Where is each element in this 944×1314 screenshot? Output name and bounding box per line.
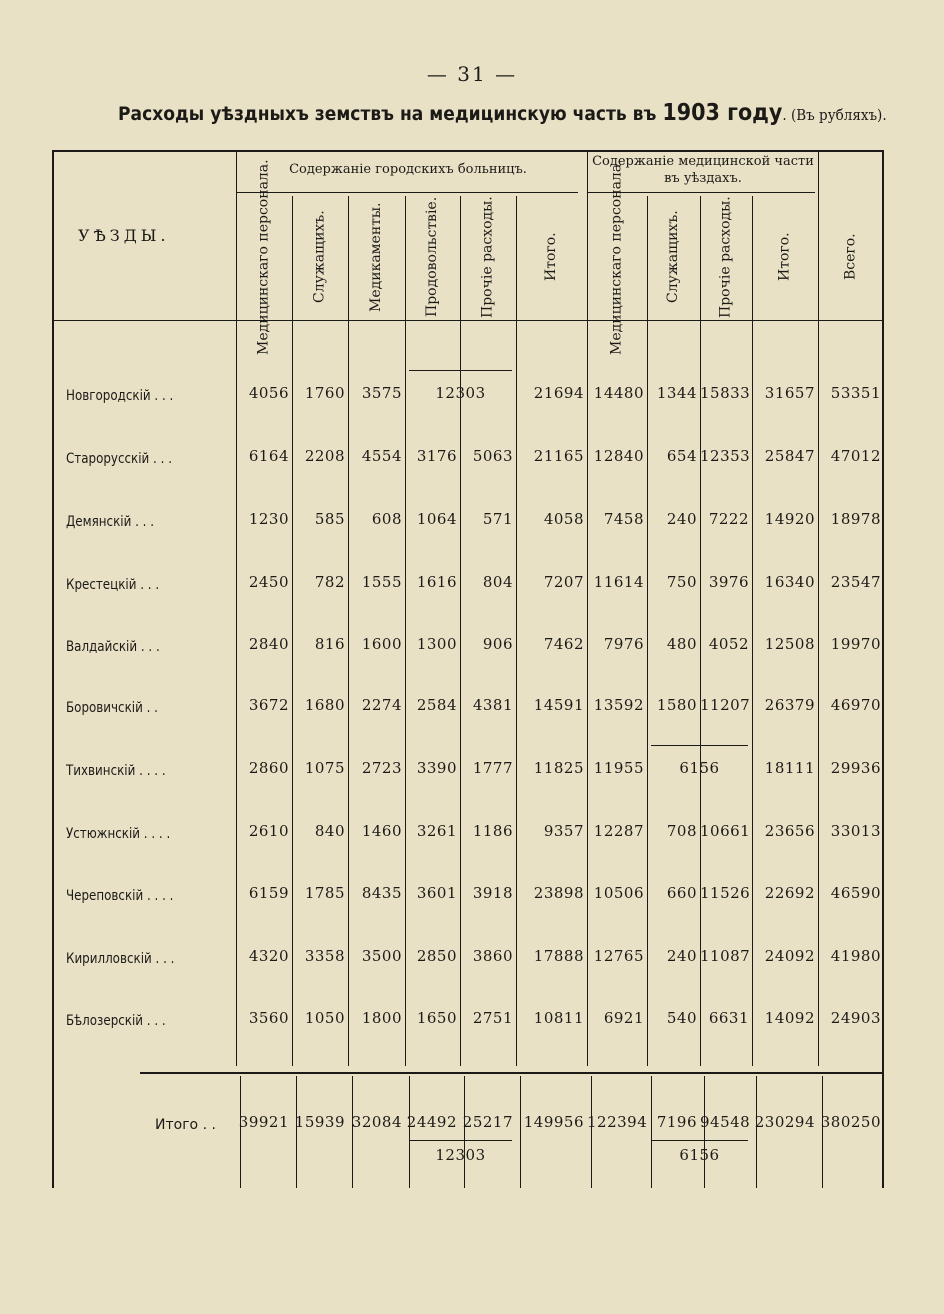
table-cell: 1800 <box>361 1009 402 1027</box>
total-cell: 230294 <box>754 1113 815 1131</box>
total-cell: 24492 <box>406 1113 457 1131</box>
table-cell: 26379 <box>764 696 815 714</box>
table-cell: 2610 <box>248 822 289 840</box>
table-cell: 10506 <box>593 884 644 902</box>
table-cell: 24092 <box>764 947 815 965</box>
column-rule <box>352 1076 353 1188</box>
column-rule <box>516 196 517 1066</box>
table-cell: 7222 <box>708 510 749 528</box>
table-cell: 46590 <box>830 884 881 902</box>
table-cell: 1300 <box>416 635 457 653</box>
table-cell: 47012 <box>830 447 881 465</box>
table-cell: 1616 <box>416 573 457 591</box>
table-cell: 14480 <box>593 384 644 402</box>
column-header: Медицинскаго персонала. <box>255 159 272 355</box>
column-header: Итого. <box>776 232 793 282</box>
row-label: Новгородскій . . . <box>66 388 174 404</box>
table-cell: 240 <box>666 947 697 965</box>
table-cell: 7207 <box>543 573 584 591</box>
table-cell: 1650 <box>416 1009 457 1027</box>
table-cell: 9357 <box>543 822 584 840</box>
table-cell: 7458 <box>603 510 644 528</box>
total-merged-county: 6156 <box>679 1146 720 1164</box>
table-cell: 608 <box>371 510 402 528</box>
table-cell: 14591 <box>533 696 584 714</box>
table-cell: 4320 <box>248 947 289 965</box>
table-cell: 23547 <box>830 573 881 591</box>
table-cell: 15833 <box>700 384 751 402</box>
table-cell: 22692 <box>764 884 815 902</box>
table-cell: 3672 <box>248 696 289 714</box>
column-header: Итого. <box>542 232 559 282</box>
table-cell: 906 <box>482 635 513 653</box>
table-cell: 6921 <box>603 1009 644 1027</box>
merge-brace <box>409 1140 512 1141</box>
table-cell: 240 <box>666 510 697 528</box>
column-header: Служащихъ. <box>664 210 681 304</box>
total-cell: 25217 <box>462 1113 513 1131</box>
table-cell: 804 <box>482 573 513 591</box>
table-cell: 654 <box>666 447 697 465</box>
table-cell: 1064 <box>416 510 457 528</box>
right-border <box>882 150 884 1188</box>
table-cell: 1075 <box>304 759 345 777</box>
row-label: Устюжнскій . . . . <box>66 826 171 842</box>
group-rule <box>236 192 578 193</box>
total-merged-city: 12303 <box>435 1146 486 1164</box>
table-cell: 21165 <box>533 447 584 465</box>
table-cell: 1230 <box>248 510 289 528</box>
table-cell: 571 <box>482 510 513 528</box>
row-label: Старорусскій . . . <box>66 451 172 467</box>
table-cell: 11955 <box>593 759 644 777</box>
title-year: 1903 году <box>662 100 783 126</box>
column-rule <box>348 196 349 1066</box>
column-rule <box>405 196 406 1066</box>
column-header: Всего. <box>842 233 859 281</box>
total-label: Итого . . <box>155 1117 216 1133</box>
table-cell: 2274 <box>361 696 402 714</box>
table-cell: 25847 <box>764 447 815 465</box>
total-cell: 149956 <box>523 1113 584 1131</box>
table-cell: 11526 <box>700 884 751 902</box>
row-label: Бѣлозерскій . . . <box>66 1013 166 1029</box>
column-header: Медицинскаго персонала. <box>608 159 625 355</box>
table-cell: 1760 <box>304 384 345 402</box>
table-cell: 4381 <box>472 696 513 714</box>
table-cell: 4052 <box>708 635 749 653</box>
table-cell: 11614 <box>593 573 644 591</box>
table-cell: 3500 <box>361 947 402 965</box>
column-rule <box>464 1076 465 1188</box>
table-cell: 2860 <box>248 759 289 777</box>
row-label: Крестецкій . . . <box>66 577 160 593</box>
table-cell: 12353 <box>700 447 751 465</box>
table-cell: 3261 <box>416 822 457 840</box>
table-cell: 1785 <box>304 884 345 902</box>
table-cell: 12840 <box>593 447 644 465</box>
table-cell: 19970 <box>830 635 881 653</box>
table-cell: 1555 <box>361 573 402 591</box>
table-cell: 46970 <box>830 696 881 714</box>
column-rule <box>520 1076 521 1188</box>
table-cell: 2584 <box>416 696 457 714</box>
total-cell: 122394 <box>587 1113 648 1131</box>
table-cell: 3575 <box>361 384 402 402</box>
table-cell: 18111 <box>764 759 815 777</box>
total-cell: 32084 <box>351 1113 402 1131</box>
column-rule <box>240 1076 241 1188</box>
table-cell: 2850 <box>416 947 457 965</box>
total-cell: 94548 <box>700 1113 751 1131</box>
table-cell: 14092 <box>764 1009 815 1027</box>
total-rule <box>140 1072 884 1074</box>
group-header-city: Содержаніе городскихъ больницъ. <box>289 162 527 177</box>
table-cell: 1777 <box>472 759 513 777</box>
page-title <box>118 100 887 126</box>
table-cell: 6159 <box>248 884 289 902</box>
column-header: Медикаменты. <box>367 202 384 312</box>
table-cell: 1050 <box>304 1009 345 1027</box>
row-label: Демянскій . . . <box>66 514 155 530</box>
table-cell: 11207 <box>700 696 751 714</box>
table-cell: 3390 <box>416 759 457 777</box>
column-rule <box>822 1076 823 1188</box>
column-header: Прочіе расходы. <box>479 196 496 318</box>
table-cell: 13592 <box>593 696 644 714</box>
column-header: Служащихъ. <box>311 210 328 304</box>
table-cell: 1460 <box>361 822 402 840</box>
column-rule <box>296 1076 297 1188</box>
table-cell: 10811 <box>533 1009 584 1027</box>
group-rule <box>587 192 815 193</box>
table-cell: 8435 <box>361 884 402 902</box>
table-cell: 1580 <box>656 696 697 714</box>
table-cell: 4554 <box>361 447 402 465</box>
table-cell: 2450 <box>248 573 289 591</box>
table-cell: 708 <box>666 822 697 840</box>
table-cell: 1344 <box>656 384 697 402</box>
column-rule <box>704 1076 705 1188</box>
table-cell: 31657 <box>764 384 815 402</box>
table-cell: 21694 <box>533 384 584 402</box>
table-cell: 23898 <box>533 884 584 902</box>
table-cell: 29936 <box>830 759 881 777</box>
left-border <box>52 150 54 1188</box>
column-rule <box>236 150 237 1066</box>
row-header: УѢЗДЫ. <box>78 226 170 245</box>
table-cell: 3358 <box>304 947 345 965</box>
total-cell: 39921 <box>238 1113 289 1131</box>
top-rule <box>52 150 884 152</box>
table-cell: 1680 <box>304 696 345 714</box>
table-cell: 24903 <box>830 1009 881 1027</box>
table-cell: 14920 <box>764 510 815 528</box>
column-rule <box>647 196 648 1066</box>
table-cell: 3976 <box>708 573 749 591</box>
table-cell: 4056 <box>248 384 289 402</box>
table-cell: 7976 <box>603 635 644 653</box>
table-cell: 660 <box>666 884 697 902</box>
total-cell: 15939 <box>294 1113 345 1131</box>
table-cell: 11087 <box>700 947 751 965</box>
table-cell: 2723 <box>361 759 402 777</box>
column-rule <box>587 150 588 1066</box>
table-cell: 3918 <box>472 884 513 902</box>
table-cell: 750 <box>666 573 697 591</box>
table-cell: 12287 <box>593 822 644 840</box>
table-cell: 18978 <box>830 510 881 528</box>
table-cell: 11825 <box>533 759 584 777</box>
header-rule <box>52 320 884 321</box>
table-cell: 2840 <box>248 635 289 653</box>
column-header: Продовольствіе. <box>423 196 440 318</box>
group-header-county: Содержаніе медицинской части въ уѣздахъ. <box>592 154 814 186</box>
table-cell: 33013 <box>830 822 881 840</box>
title-main: Расходы уѣздныхъ земствъ на медицинскую часть въ <box>118 103 663 125</box>
table-cell: 3860 <box>472 947 513 965</box>
column-rule <box>818 150 819 1066</box>
table-cell: 10661 <box>700 822 751 840</box>
table-cell: 782 <box>314 573 345 591</box>
table-cell: 3176 <box>416 447 457 465</box>
table-cell: 17888 <box>533 947 584 965</box>
table-cell: 12765 <box>593 947 644 965</box>
total-cell: 7196 <box>656 1113 697 1131</box>
table-cell: 6164 <box>248 447 289 465</box>
table-cell: 3601 <box>416 884 457 902</box>
row-label: Череповскій . . . . <box>66 888 174 904</box>
merged-cell-county: 6156 <box>679 759 720 777</box>
total-cell: 380250 <box>820 1113 881 1131</box>
table-cell: 840 <box>314 822 345 840</box>
table-cell: 53351 <box>830 384 881 402</box>
column-header: Прочіе расходы. <box>717 196 734 318</box>
table-cell: 585 <box>314 510 345 528</box>
table-cell: 16340 <box>764 573 815 591</box>
table-cell: 1600 <box>361 635 402 653</box>
table-cell: 480 <box>666 635 697 653</box>
column-rule <box>292 196 293 1066</box>
table-cell: 2751 <box>472 1009 513 1027</box>
column-rule <box>756 1076 757 1188</box>
table-cell: 5063 <box>472 447 513 465</box>
merge-brace <box>651 1140 748 1141</box>
table-cell: 2208 <box>304 447 345 465</box>
page-number: — 31 — <box>426 62 518 86</box>
table-cell: 7462 <box>543 635 584 653</box>
table-cell: 4058 <box>543 510 584 528</box>
table-cell: 1186 <box>472 822 513 840</box>
row-label: Боровичскій . . <box>66 700 158 716</box>
column-rule <box>700 196 701 1066</box>
table-cell: 3560 <box>248 1009 289 1027</box>
table-cell: 23656 <box>764 822 815 840</box>
column-rule <box>460 196 461 1066</box>
table-cell: 6631 <box>708 1009 749 1027</box>
merged-cell-city: 12303 <box>435 384 486 402</box>
table-cell: 41980 <box>830 947 881 965</box>
table-cell: 12508 <box>764 635 815 653</box>
column-rule <box>591 1076 592 1188</box>
title-unit: . (Въ рубляхъ). <box>782 106 887 124</box>
row-label: Валдайскій . . . <box>66 639 160 655</box>
column-rule <box>409 1076 410 1188</box>
column-rule <box>752 196 753 1066</box>
row-label: Кирилловскій . . . <box>66 951 175 967</box>
table-cell: 540 <box>666 1009 697 1027</box>
table-cell: 816 <box>314 635 345 653</box>
row-label: Тихвинскій . . . . <box>66 763 166 779</box>
column-rule <box>651 1076 652 1188</box>
